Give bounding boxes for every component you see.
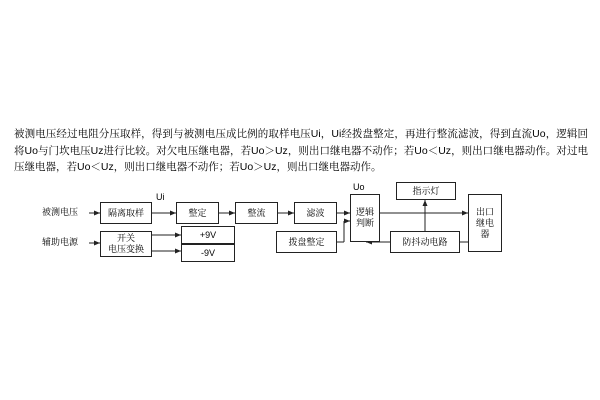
block-diagram: [0, 180, 600, 290]
node-anti-shake-circuit: 防抖动电路: [390, 231, 460, 253]
signal-uo-label: Uo: [353, 182, 365, 192]
node-dial-setting: 拨盘整定: [276, 231, 337, 253]
node-switch-voltage-convert: [100, 231, 152, 257]
node-plus-9v: +9V: [181, 226, 235, 244]
node-output-relay: [468, 194, 502, 252]
node-logic-judge-line2: 判断: [355, 218, 374, 228]
node-output-relay-line1: 出口: [475, 206, 494, 217]
node-measured-voltage: 被测电压: [42, 207, 79, 217]
node-setting: 整定: [176, 202, 219, 224]
node-logic-judge-line1: 逻辑: [355, 207, 374, 217]
signal-ui-label: Ui: [156, 192, 165, 202]
node-output-relay-line2: 继电: [475, 217, 494, 228]
node-isolation-sampling: 隔离取样: [100, 202, 152, 224]
node-switch-line2: 电压变换: [107, 244, 144, 254]
node-rectify: 整流: [235, 202, 278, 224]
node-output-relay-line3: 器: [480, 228, 490, 239]
node-minus-9v: -9V: [181, 244, 235, 262]
node-indicator-lamp: 指示灯: [396, 182, 456, 200]
node-logic-judge: [350, 194, 380, 242]
description-paragraph: 被测电压经过电阻分压取样，得到与被测电压成比例的取样电压Ui，Ui经拨盘整定，再进行整流滤波，得到直流Uo，逻辑回将Uo与门坎电压Uz进行比较。对欠电压继电器，若Uo＞Uz，则出口继电器不动作；若Uo＜Uz，则出口继电器动作。对过电压继电器，若Uo＜Uz，则出口继电器不动作；若Uo＞Uz，则出口继电器动作。: [14, 128, 588, 173]
node-aux-power: 辅助电源: [42, 237, 79, 247]
node-switch-line1: 开关: [116, 233, 135, 243]
node-filter: 滤波: [294, 202, 337, 224]
